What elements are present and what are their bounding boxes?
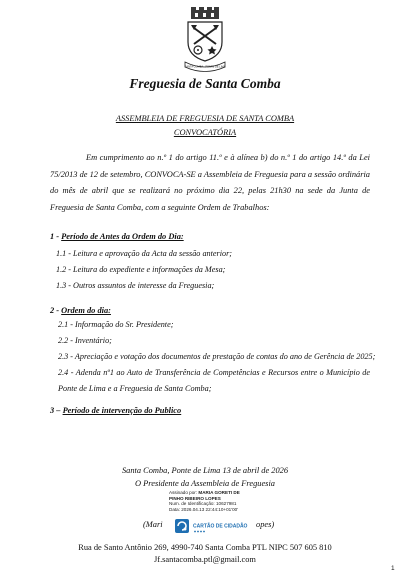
citizen-card-logo <box>173 517 259 535</box>
section-2-number: 2 - <box>50 306 62 315</box>
section-1-number: 1 - <box>50 232 62 241</box>
assembly-title: ASSEMBLEIA DE FREGUESIA DE SANTA COMBA <box>115 114 295 123</box>
place-and-date: Santa Comba, Ponte de Lima 13 de abril de 2026 <box>121 466 289 475</box>
list-item: 2.1 - Informação do Sr. Presidente; <box>58 320 174 329</box>
list-item: 2.4 - Adenda nº1 ao Auto de Transferência de Competências e Recursos entre o Município de Ponte de Lima e a Freguesia de Santa Comba; <box>58 368 370 393</box>
parish-coat-of-arms-logo <box>183 6 227 72</box>
signature-details <box>169 490 240 512</box>
section-3-title: Período de intervenção do Publico <box>62 406 182 415</box>
list-item: 1.1 - Leitura e aprovação da Acta da sessão anterior; <box>56 249 233 258</box>
signed-by-label: Assinado por: <box>169 490 198 495</box>
section-3-number: 3 – <box>50 406 63 415</box>
signer-role: O Presidente da Assembleia de Freguesia <box>135 479 275 488</box>
signer-name-line-2: PINHO RIBEIRO LOPES <box>169 495 221 501</box>
signer-id-line: Num. de Identificação: 10627981 <box>169 501 237 507</box>
page-number: 1 <box>391 565 395 572</box>
signer-name-line-1: MARIA GORETI DE <box>198 490 240 495</box>
section-1-title: Período de Antes da Ordem do Dia: <box>61 232 184 241</box>
signer-name-prefix: (Mari <box>143 520 163 529</box>
signer-name-suffix: opes) <box>256 520 275 529</box>
list-item: 1.2 - Leitura do expediente e informações da Mesa; <box>56 265 226 274</box>
parish-name: Freguesia de Santa Comba <box>129 76 281 91</box>
section-1-heading <box>50 232 184 241</box>
footer-address: Rua de Santo Antônio 269, 4990-740 Santa Comba PTL NIPC 507 605 810 <box>78 543 332 552</box>
convocation-title: CONVOCATÓRIA <box>173 128 237 137</box>
list-item: 2.2 - Inventário; <box>58 336 112 345</box>
section-2-heading <box>50 306 111 315</box>
crest-motto: SANTA COMBA - PONTE DE LIMA <box>184 65 226 69</box>
section-1-items <box>56 246 232 294</box>
section-2-items <box>58 317 376 397</box>
footer-email: Jf.santacomba.ptl@gmail.com <box>154 555 256 564</box>
list-item: 2.3 - Apreciação e votação dos documentos de prestação de contas do ano de Gerência de 2025; <box>58 352 376 361</box>
digital-signature-block <box>143 490 278 536</box>
signature-date-line: Data: 2026.04.13 22:44:10+01'00' <box>169 506 239 512</box>
list-item: 1.3 - Outros assuntos de interesse da Freguesia; <box>56 281 215 290</box>
citizen-card-logo-text: CARTÃO DE CIDADÃO <box>193 523 248 530</box>
section-3-heading <box>50 406 181 415</box>
intro-paragraph: Em cumprimento ao n.º 1 do artigo 11.º e à alínea b) do n.º 1 do artigo 14.º da Lei 75/2013 de 12 de setembro, CONVOCA-SE a Assembleia de Freguesia para a sessão ordinária do mês de abril que se realizará no próximo dia 22, pelas 21h30 na sede da Junta de Freguesia de Santa Comba, com a seguinte Ordem de Trabalhos: <box>50 153 370 212</box>
section-2-title: Ordem do dia: <box>61 306 111 315</box>
